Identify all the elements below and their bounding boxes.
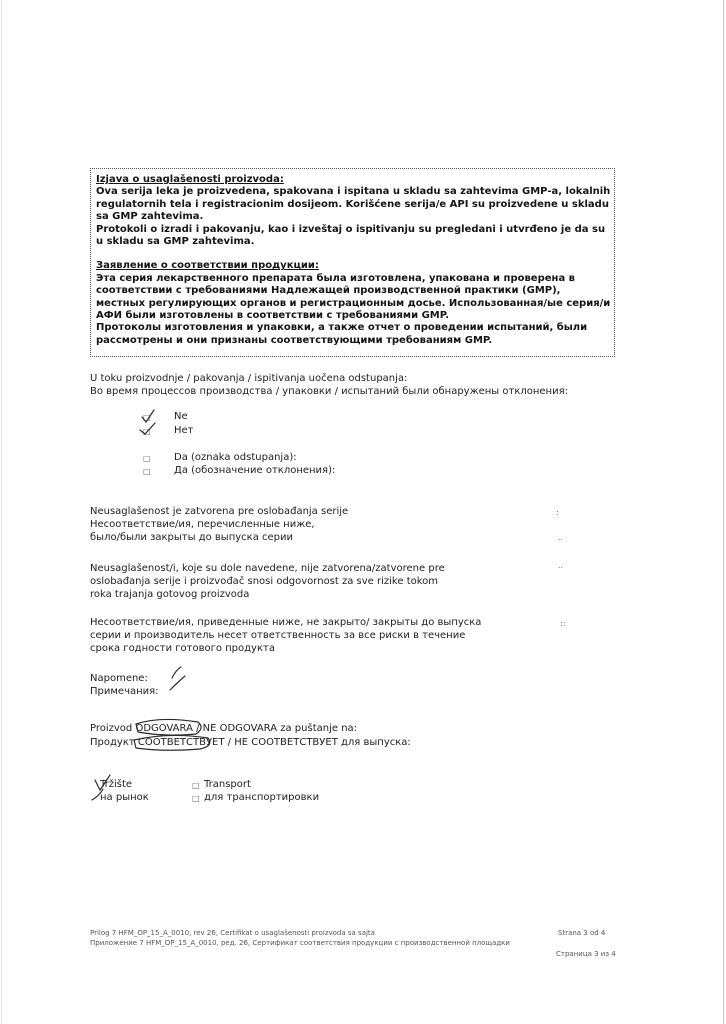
option-yes-ru: Да (обозначение отклонения): — [174, 465, 336, 476]
checkbox-yes-ru[interactable]: □ — [143, 467, 151, 476]
declaration-paragraph-sr-1: Ova serija leka je proizvedena, spakovana i ispitana u skladu sa zahtevima GMP-a, lokalnih regulatornih tela i registracionim dosijeom. Korišćene serija/e API su proizvedene u skladu sa GMP zahtevima. — [96, 186, 611, 223]
footer-line-ru: Приложение 7 HFM_OP_15_A_0010, ред. 26, Сертификат соответствия продукции с производственной площадки — [90, 939, 510, 947]
open-text-ru-3: срока годности готового продукта — [90, 643, 275, 654]
checkbox-yes-sr[interactable]: □ — [143, 454, 151, 463]
declaration-heading-ru: Заявление о соответствии продукции: — [96, 260, 319, 272]
open-text-sr-2: oslobađanja serije i proizvođač snosi odgovornost za sve rizike tokom — [90, 576, 439, 587]
open-mark-sr: .. — [558, 561, 564, 570]
closed-mark-sr: : — [556, 508, 559, 517]
tick-mark-market — [95, 775, 110, 790]
option-yes-sr: Da (oznaka odstupanja): — [174, 452, 297, 463]
open-text-ru-2: серии и производитель несет ответственность за все риски в течение — [90, 630, 466, 641]
checkbox-no-sr[interactable]: □ — [143, 413, 151, 422]
notes-label-ru: Примечания: — [90, 686, 159, 697]
tick-mark-market-2 — [92, 789, 103, 800]
closed-text-ru-1: Несоответствие/ия, перечисленные ниже, — [90, 519, 315, 530]
declaration-paragraph-ru-2: Протоколы изготовления и упаковки, а также отчет о проведении испытаний, были рассмотрены и они признаны соответствующими требованиям GMP. — [96, 322, 588, 346]
closed-text-sr: Neusaglašenost je zatvorena pre oslobađanja serije — [90, 506, 349, 517]
release-suffix-sr: za puštanje na: — [280, 723, 358, 734]
pen-stroke-notes-1 — [172, 667, 181, 678]
deviations-question-sr: U toku proizvodnje / pakovanja / ispitivanja uočena odstupanja: — [90, 373, 408, 384]
open-text-sr-3: roka trajanja gotovog proizvoda — [90, 589, 250, 600]
declaration-paragraph-ru-1: Эта серия лекарственного препарата была изготовлена, упакована и проверена в соответствии с требованиями Надлежащей производственной практики (GMP), местных регулирующих органов и регистрационным досье. Использованная/ые серия/и АФИ были изготовлены в соответствии с требованиями GMP. — [96, 272, 611, 322]
declaration-paragraph-sr-2: Protokoli o izradi i pakovanju, kao i izveštaj o ispitivanju su pregledani i utvrđeno je da su u skladu sa GMP zahtevima. — [96, 223, 606, 248]
deviations-question-ru: Во время процессов производства / упаковки / испытаний были обнаружены отклонения: — [90, 386, 568, 397]
market-label-sr: Tržište — [100, 779, 133, 790]
closed-text-ru-2: было/были закрыты до выпуска серии — [90, 532, 293, 543]
circle-sootvetstvuet — [134, 735, 210, 750]
release-suffix-ru: для выпуска: — [341, 737, 411, 748]
closed-mark-ru: .. — [558, 533, 564, 542]
footer-line-sr: Prilog 7 HFM_OP_15_A_0010, rev 26, Certifikat o usaglašenosti proizvoda sa sajta — [90, 929, 375, 937]
tick-mark-no-sr — [142, 410, 154, 422]
transport-label-sr: Transport — [204, 779, 251, 790]
release-options-sr: ODGOVARA / NE ODGOVARA — [135, 723, 278, 734]
release-options-ru: СООТВЕТСТВУЕТ / НЕ СООТВЕТСТВУЕТ — [137, 737, 338, 748]
footer-page-sr: Strana 3 od 4 — [558, 929, 606, 937]
open-text-ru-1: Несоответствие/ия, приведенные ниже, не закрыто/ закрыты до выпуска — [90, 617, 482, 628]
open-text-sr-1: Neusaglašenost/i, koje su dole navedene, nije zatvorena/zatvorene pre — [90, 563, 445, 574]
notes-label-sr: Napomene: — [90, 673, 148, 684]
circle-odgovara — [136, 719, 201, 735]
release-prefix-sr: Proizvod — [90, 723, 133, 734]
declaration-heading-sr: Izjava o usaglašenosti proizvoda: — [96, 174, 284, 185]
checkbox-transport-ru[interactable]: □ — [192, 794, 200, 803]
option-no-sr: Ne — [174, 411, 188, 422]
checkbox-no-ru[interactable]: □ — [143, 427, 151, 436]
market-label-ru: на рынок — [100, 792, 149, 803]
release-prefix-ru: Продукт — [90, 737, 135, 748]
transport-label-ru: для транспортировки — [204, 792, 320, 803]
open-mark-ru: :: — [560, 619, 566, 628]
footer-page-ru: Страница 3 из 4 — [556, 950, 616, 958]
tick-mark-no-ru — [140, 423, 155, 434]
checkbox-transport-sr[interactable]: □ — [192, 781, 200, 790]
option-no-ru: Нет — [174, 425, 194, 436]
